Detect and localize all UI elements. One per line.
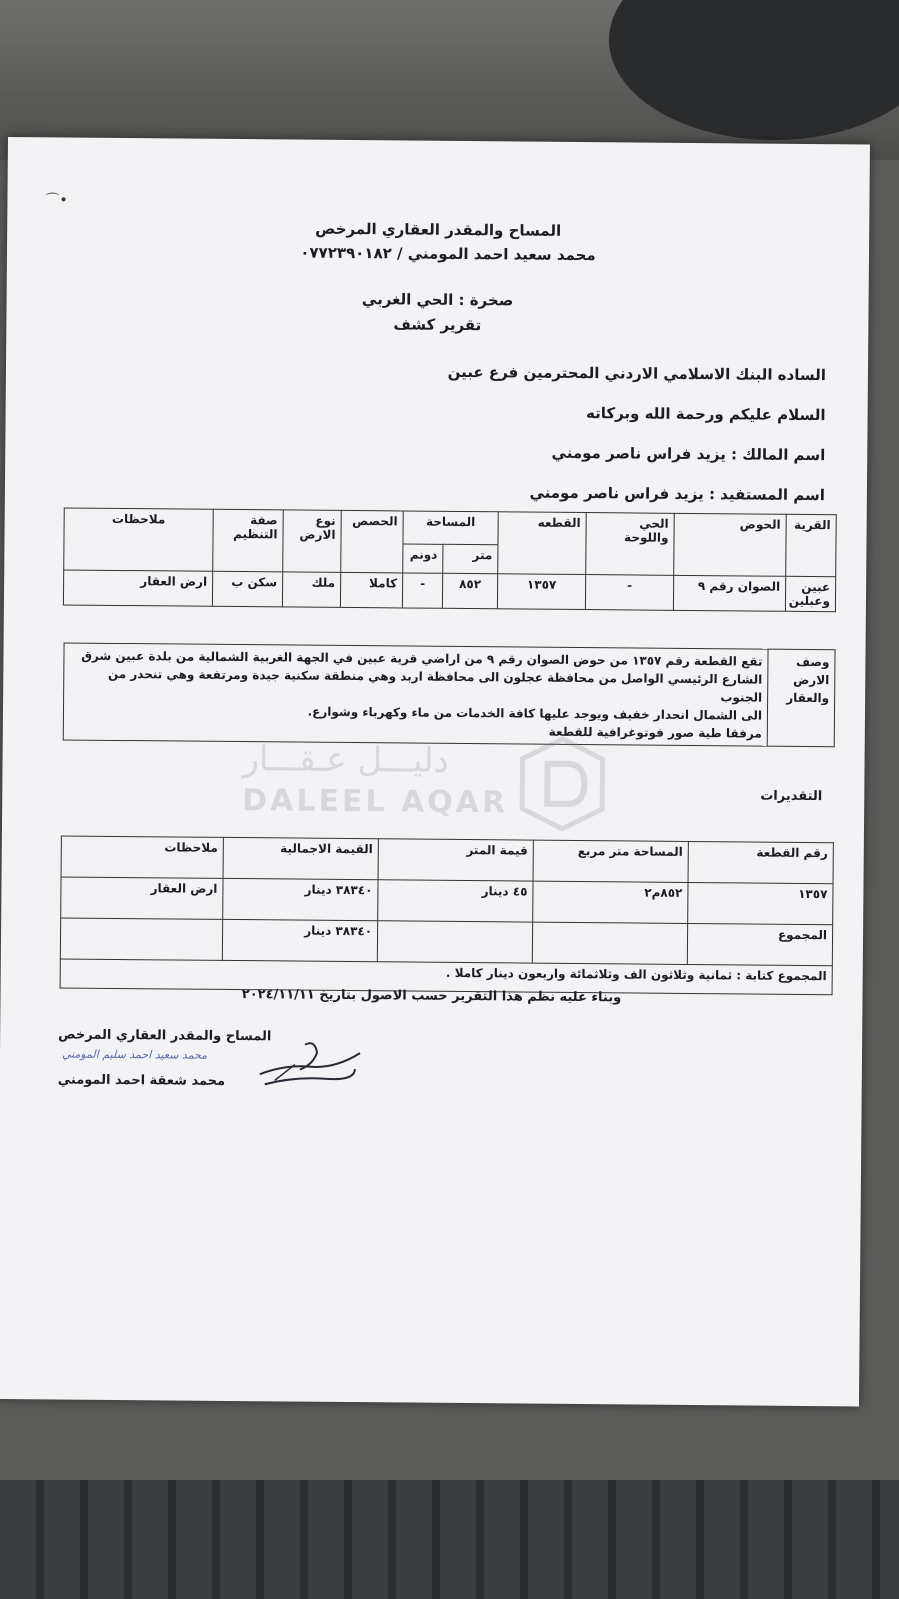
val-sum-empty [377, 921, 532, 963]
valuation-title: التقديرات [760, 788, 823, 805]
cell-district: - [585, 575, 673, 611]
val-sum-total: ٣٨٣٤٠ دينار [222, 919, 377, 961]
header-meter: متر [443, 544, 498, 573]
val-cell-area: ٨٥٢م٢ [533, 881, 688, 923]
closing-line: وبناء عليه نظم هذا التقرير حسب الاصول بتاريخ ٢٠٢٤/١١/١١ [241, 987, 622, 1006]
header-shares: الحصص [341, 510, 404, 573]
cell-plot: ١٣٥٧ [497, 574, 585, 610]
val-header-price: قيمة المتر [378, 839, 533, 881]
description-line: مرفقا طية صور فوتوغرافية للقطعة [548, 724, 762, 741]
cell-notes: ارض العقار [63, 570, 212, 606]
description-line: تقع القطعة رقم ١٣٥٧ من حوض الصوان رقم ٩ من اراضي قرية عبين في الجهة الغربية الشمالية من بلدة عبين شرق [81, 648, 763, 669]
header-zoning: صفة التنظيم [213, 509, 284, 572]
cell-basin: الصوان رقم ٩ [673, 575, 785, 611]
header-dunam: دونم [403, 544, 443, 573]
location-line: صخرة : الحي الغربي [361, 290, 514, 310]
watermark-d-icon [512, 733, 613, 834]
val-sum-words: المجموع كتابة : ثمانية وثلاثون الف وثلاثمائة واربعون دينار كاملا . [60, 959, 832, 995]
header-plot: القطعه [498, 512, 587, 575]
val-sum-empty [60, 918, 222, 960]
watermark-logo [232, 731, 613, 844]
header-land-type: نوع الارض [283, 510, 342, 573]
background-car-mat [0, 1480, 899, 1599]
header-notes: ملاحظات [64, 508, 214, 571]
cell-land-type: ملك [282, 572, 340, 608]
signer-name: محمد شعقة احمد المومني [57, 1072, 226, 1089]
val-sum-empty [532, 922, 687, 964]
report-type: تقرير كشف [393, 315, 482, 335]
val-cell-plot: ١٣٥٧ [688, 882, 833, 924]
val-cell-total: ٣٨٣٤٠ دينار [223, 878, 378, 920]
header-village: القرية [786, 514, 837, 576]
cell-meter: ٨٥٢ [442, 573, 497, 608]
val-sum-label: المجموع [687, 923, 832, 965]
description-label: وصف الارض والعقار [767, 649, 835, 747]
surveyor-title: المساح والمقدر العقاري المرخص [315, 219, 562, 240]
land-description-table [63, 643, 836, 748]
val-cell-notes: ارض العقار [61, 877, 223, 919]
watermark-english: DALEEL AQAR [242, 783, 509, 821]
signature-icon [255, 1034, 366, 1095]
handwritten-mark: ⌒• [45, 192, 68, 209]
signer-stamp: محمد سعيد احمد سليم المومني [61, 1047, 208, 1062]
owner-line: اسم المالك : يزيد فراس ناصر مومني [551, 443, 826, 465]
val-header-plot: رقم القطعة [688, 841, 833, 883]
val-header-total: القيمة الاجمالية [223, 837, 378, 879]
surveyor-name-phone: محمد سعيد احمد المومني / ٠٧٧٢٣٩٠١٨٢ [300, 243, 596, 265]
report-document [0, 137, 870, 1406]
val-header-notes: ملاحظات [61, 836, 223, 878]
description-line: الى الشمال انحدار خفيف ويوجد عليها كافة الخدمات من ماء وكهرباء وشوارع. [307, 704, 763, 723]
valuation-table [60, 835, 834, 995]
header-area: المساحة [403, 511, 498, 545]
beneficiary-line: اسم المستفيد : يزيد فراس ناصر مومني [529, 483, 825, 505]
val-header-area: المساحة متر مربع [533, 840, 688, 882]
addressee-line: الساده البنك الاسلامي الاردني المحترمين فرع عبين [447, 362, 827, 385]
watermark-arabic: دليـــل عـقـــار [242, 739, 450, 781]
cell-shares: كاملا [340, 572, 402, 608]
cell-village: عبين وعبلين [785, 576, 835, 611]
description-text [63, 643, 768, 746]
description-line: الشارع الرئيسي الواصل من محافظة عجلون الى محافظة اربد وهي منطقة سكنية جيدة ومرتفعة وهي تنحدر من الجنوب [107, 666, 763, 705]
cell-dunam: - [402, 573, 442, 608]
land-details-table [63, 508, 837, 613]
val-cell-price: ٤٥ دينار [378, 880, 533, 922]
signer-title: المساح والمقدر العقاري المرخص [58, 1027, 272, 1045]
header-basin: الحوض [674, 513, 787, 576]
header-district: الحي واللوحة [586, 513, 675, 576]
cell-zoning: سكن ب [212, 571, 282, 607]
greeting-line: السلام عليكم ورحمة الله وبركاته [585, 404, 826, 425]
